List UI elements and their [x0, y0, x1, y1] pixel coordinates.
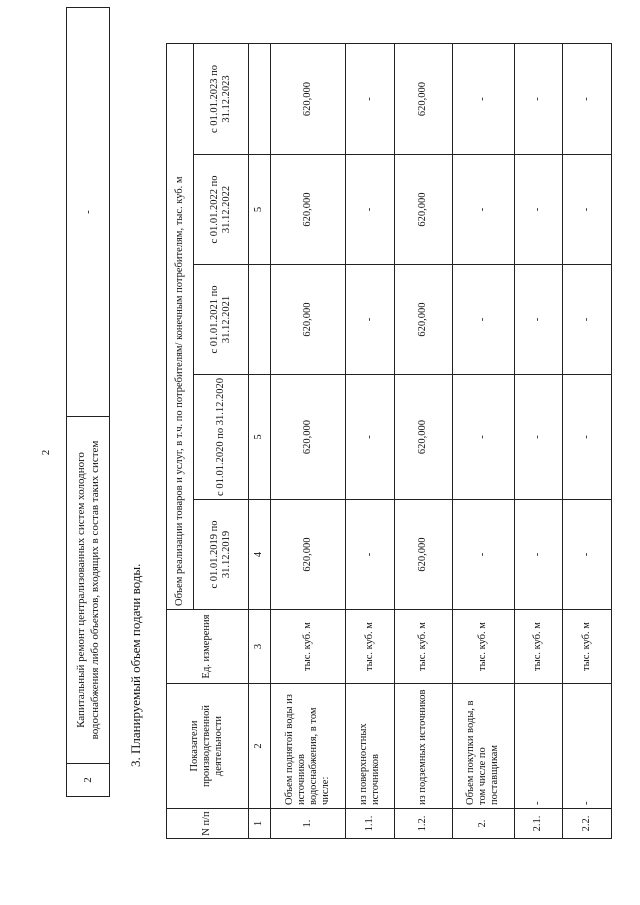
table-row — [395, 44, 453, 839]
row-value: - — [514, 155, 563, 265]
row-value: - — [514, 375, 563, 500]
row-value: 620,000 — [271, 44, 346, 155]
repair-description — [67, 417, 110, 764]
row-value: - — [563, 265, 612, 375]
row-num: 1.2. — [395, 809, 453, 839]
row-num: 2.2. — [563, 809, 612, 839]
index-cell — [248, 265, 270, 375]
row-value: - — [563, 375, 612, 500]
row-unit: тыс. куб. м — [346, 610, 395, 684]
row-value: 620,000 — [395, 44, 453, 155]
index-cell: 2 — [248, 684, 270, 809]
repair-description-line2: водоснабжения либо объектов, входящих в состав таких систем — [89, 440, 101, 740]
row-value: - — [563, 44, 612, 155]
row-value: 620,000 — [271, 375, 346, 500]
row-unit: тыс. куб. м — [563, 610, 612, 684]
table-row — [67, 8, 110, 797]
row-value: - — [514, 265, 563, 375]
row-value: - — [452, 375, 514, 500]
repair-description-line1: Капитальный ремонт централизованных систем холодного — [75, 452, 87, 728]
row-value: - — [346, 155, 395, 265]
row-value: 620,000 — [395, 265, 453, 375]
row-value: 620,000 — [395, 155, 453, 265]
header-period: с 01.01.2020 по 31.12.2020 — [193, 375, 248, 500]
row-name: из подземных источников — [395, 684, 453, 809]
header-num: N п/п — [167, 809, 249, 839]
index-cell: 1 — [248, 809, 270, 839]
table-row — [563, 44, 612, 839]
header-period: с 01.01.2023 по 31.12.2023 — [193, 44, 248, 155]
index-cell: 3 — [248, 610, 270, 684]
table-row — [271, 44, 346, 839]
row-value: - — [563, 500, 612, 610]
header-indicator: Показатели производственной деятельности — [167, 684, 249, 809]
row-value: - — [514, 44, 563, 155]
row-value: - — [452, 265, 514, 375]
row-name: - — [563, 684, 612, 809]
header-volume: Объем реализации товаров и услуг, в т.ч. по потребителям/ конечным потребителям, тыс. куб. м — [167, 44, 194, 610]
index-cell: 4 — [248, 500, 270, 610]
row-value: 620,000 — [271, 500, 346, 610]
row-unit: тыс. куб. м — [452, 610, 514, 684]
row-value: - — [346, 44, 395, 155]
row-value: - — [346, 500, 395, 610]
index-cell — [248, 44, 270, 155]
capital-repair-table — [66, 7, 110, 797]
header-period: с 01.01.2022 по 31.12.2022 — [193, 155, 248, 265]
row-value: 620,000 — [271, 265, 346, 375]
header-unit: Ед. измерения — [167, 610, 249, 684]
table-row — [514, 44, 563, 839]
section-title: 3. Планируемый объем подачи воды. — [128, 563, 143, 767]
header-row-top — [167, 44, 194, 839]
row-value: 620,000 — [395, 500, 453, 610]
row-value: - — [452, 155, 514, 265]
row-name: Объем поднятой воды из источников водоснабжения, в том числе: — [271, 684, 346, 809]
row-value: - — [563, 155, 612, 265]
row-num: 2. — [452, 809, 514, 839]
row-name: из поверхностных источников — [346, 684, 395, 809]
page-number: 2 — [40, 449, 52, 456]
row-unit: тыс. куб. м — [514, 610, 563, 684]
row-value: - — [452, 44, 514, 155]
row-unit: тыс. куб. м — [395, 610, 453, 684]
row-num: 1.1. — [346, 809, 395, 839]
header-period: с 01.01.2021 по 31.12.2021 — [193, 265, 248, 375]
repair-value: - — [67, 8, 110, 417]
row-value: - — [346, 375, 395, 500]
table-row — [346, 44, 395, 839]
row-value: - — [514, 500, 563, 610]
row-number: 2 — [67, 764, 110, 797]
row-name: - — [514, 684, 563, 809]
row-value: 620,000 — [395, 375, 453, 500]
index-cell: 5 — [248, 155, 270, 265]
row-value: - — [346, 265, 395, 375]
row-num: 2.1. — [514, 809, 563, 839]
table-row — [452, 44, 514, 839]
row-name: Объем покупки воды, в том числе по поставщикам — [452, 684, 514, 809]
row-value: 620,000 — [271, 155, 346, 265]
water-supply-table — [166, 43, 612, 839]
row-value: - — [452, 500, 514, 610]
row-num: 1. — [271, 809, 346, 839]
header-period: с 01.01.2019 по 31.12.2019 — [193, 500, 248, 610]
index-cell: 5 — [248, 375, 270, 500]
row-unit: тыс. куб. м — [271, 610, 346, 684]
index-row — [248, 44, 270, 839]
